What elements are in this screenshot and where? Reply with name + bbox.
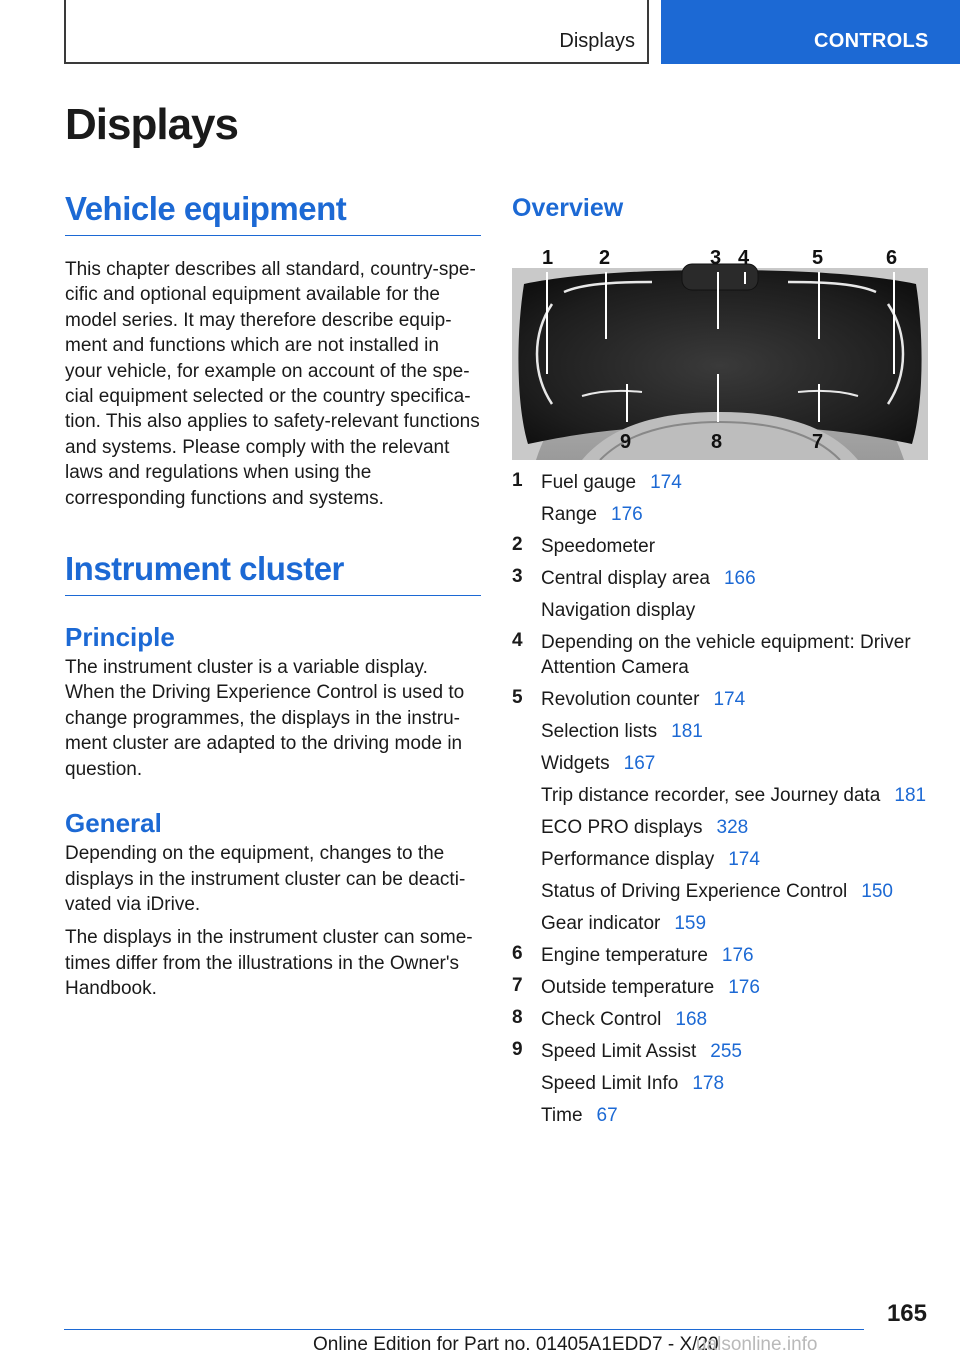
page-reference-link[interactable]: 176 [611, 504, 643, 525]
page-reference-link[interactable]: 181 [894, 785, 927, 806]
legend-line [512, 751, 932, 776]
legend-text: Check Control [541, 1009, 662, 1030]
legend-entry [512, 630, 932, 680]
figure-label-1: 1 [542, 247, 554, 269]
legend-entry [512, 566, 932, 623]
legend-line [512, 1071, 932, 1096]
page-number: 165 [886, 1300, 927, 1327]
instrument-cluster-heading: Instrument cluster [65, 550, 481, 596]
page-reference-link[interactable]: 328 [716, 817, 749, 838]
legend-entry [512, 534, 932, 559]
legend-text: ECO PRO displays [541, 817, 703, 838]
figure-label-8: 8 [711, 431, 723, 453]
instrument-cluster-illustration [512, 244, 928, 460]
page-reference-link[interactable]: 176 [728, 977, 760, 998]
page-reference-link[interactable]: 174 [713, 689, 746, 710]
legend-number: 8 [512, 1007, 523, 1028]
footer-rule [64, 1329, 864, 1330]
page-reference-link[interactable]: 150 [861, 881, 893, 902]
legend-number: 2 [512, 534, 523, 555]
page-reference-link[interactable]: 166 [723, 568, 756, 589]
legend-line [512, 598, 932, 623]
legend-text: Widgets [541, 753, 610, 774]
page-reference-link[interactable]: 174 [650, 472, 682, 493]
vehicle-equipment-heading: Vehicle equipment [65, 190, 481, 236]
legend-line [512, 470, 932, 495]
left-column [65, 190, 481, 1002]
page-title: Displays [65, 100, 238, 149]
figure-label-9: 9 [620, 431, 632, 453]
legend-text: Fuel gauge [541, 472, 637, 493]
footer-edition: Online Edition for Part no. 01405A1EDD7 - X/20 [313, 1334, 719, 1355]
legend-text: Engine temperature [541, 945, 708, 966]
vehicle-equipment-body: This chapter describes all standard, country-specific and optional equipment available for the model series. It may therefore describe equipment and functions which are not installed in your vehicle, for example on account of the special equipment selected or the country specification. This also applies to safety-relevant functions and systems. Please comply with the relevant laws and regulations when using the corresponding functions and systems. [65, 259, 480, 509]
page-reference-link[interactable]: 67 [596, 1105, 618, 1126]
principle-body: The instrument cluster is a variable display. When the Driving Experience Control is used to change programmes, the displays in the instrument cluster are adapted to the driving mode in question. [65, 657, 465, 780]
legend-number: 6 [512, 943, 523, 964]
legend-number: 7 [512, 975, 523, 996]
legend-line [512, 1007, 932, 1032]
legend-number: 9 [512, 1039, 523, 1060]
page-reference-link[interactable]: 176 [721, 945, 754, 966]
legend-line [512, 687, 932, 712]
legend-text: Speed Limit Info [541, 1073, 679, 1094]
legend-text: Depending on the vehicle equipment: Driver Attention Camera [541, 632, 911, 678]
legend-line [512, 879, 932, 904]
legend-text: Selection lists [541, 721, 658, 742]
legend-line [512, 719, 932, 744]
legend-number: 4 [512, 630, 523, 651]
legend-entry [512, 975, 932, 1000]
legend-entry [512, 470, 932, 527]
overview-legend [512, 470, 932, 1135]
legend-entry [512, 1007, 932, 1032]
legend-number: 5 [512, 687, 523, 708]
header-section-box [64, 0, 649, 64]
overview-heading: Overview [512, 194, 624, 222]
legend-text: Speedometer [541, 536, 656, 557]
legend-line [512, 783, 932, 808]
legend-line [512, 815, 932, 840]
vehicle-equipment-section [65, 190, 481, 511]
general-body-2: The displays in the instrument cluster can sometimes differ from the illustrations in the Owner's Handbook. [65, 927, 473, 1000]
footer-watermark: ualsonline.info [696, 1334, 818, 1355]
general-body-1: Depending on the equipment, changes to the displays in the instrument cluster can be deactivated via iDrive. [65, 843, 466, 915]
figure-label-7: 7 [812, 431, 824, 453]
legend-text: Range [541, 504, 597, 525]
page-reference-link[interactable]: 255 [710, 1041, 742, 1062]
legend-entry [512, 687, 932, 936]
legend-text: Performance display [541, 849, 715, 870]
legend-line [512, 943, 932, 968]
page-reference-link[interactable]: 181 [671, 721, 703, 742]
header-section-title: Displays [559, 30, 635, 52]
figure-label-3: 3 [710, 247, 722, 269]
header-chapter-title: CONTROLS [814, 30, 929, 52]
legend-line [512, 847, 932, 872]
legend-text: Revolution counter [541, 689, 700, 710]
legend-text: Navigation display [541, 600, 696, 621]
legend-text: Status of Driving Experience Control [541, 881, 848, 902]
legend-line [512, 630, 932, 680]
header-chapter-box [661, 0, 960, 64]
legend-entry [512, 1039, 932, 1128]
legend-text: Trip distance recorder, see Journey data [541, 785, 881, 806]
legend-text: Speed Limit Assist [541, 1041, 697, 1062]
legend-text: Time [541, 1105, 583, 1126]
page-reference-link[interactable]: 159 [674, 913, 707, 934]
page-reference-link[interactable]: 167 [623, 753, 656, 774]
figure-label-5: 5 [812, 247, 824, 269]
principle-subsection [65, 622, 481, 782]
right-column [512, 190, 932, 1126]
legend-line [512, 975, 932, 1000]
page-reference-link[interactable]: 174 [728, 849, 760, 870]
general-subsection [65, 808, 481, 1001]
legend-number: 1 [512, 470, 523, 491]
legend-line [512, 502, 932, 527]
legend-line [512, 1103, 932, 1128]
figure-label-2: 2 [599, 247, 611, 269]
page-reference-link[interactable]: 178 [692, 1073, 725, 1094]
instrument-cluster-section [65, 550, 481, 1001]
figure-label-6: 6 [886, 247, 898, 269]
legend-line [512, 566, 932, 591]
page-reference-link[interactable]: 168 [675, 1009, 708, 1030]
legend-text: Outside temperature [541, 977, 715, 998]
general-heading: General [65, 808, 162, 839]
principle-heading: Principle [65, 622, 175, 653]
legend-line [512, 1039, 932, 1064]
figure-label-4: 4 [738, 247, 750, 269]
legend-number: 3 [512, 566, 523, 587]
legend-entry [512, 943, 932, 968]
legend-text: Gear indicator [541, 913, 661, 934]
legend-line [512, 534, 932, 559]
legend-line [512, 911, 932, 936]
legend-text: Central display area [541, 568, 710, 589]
